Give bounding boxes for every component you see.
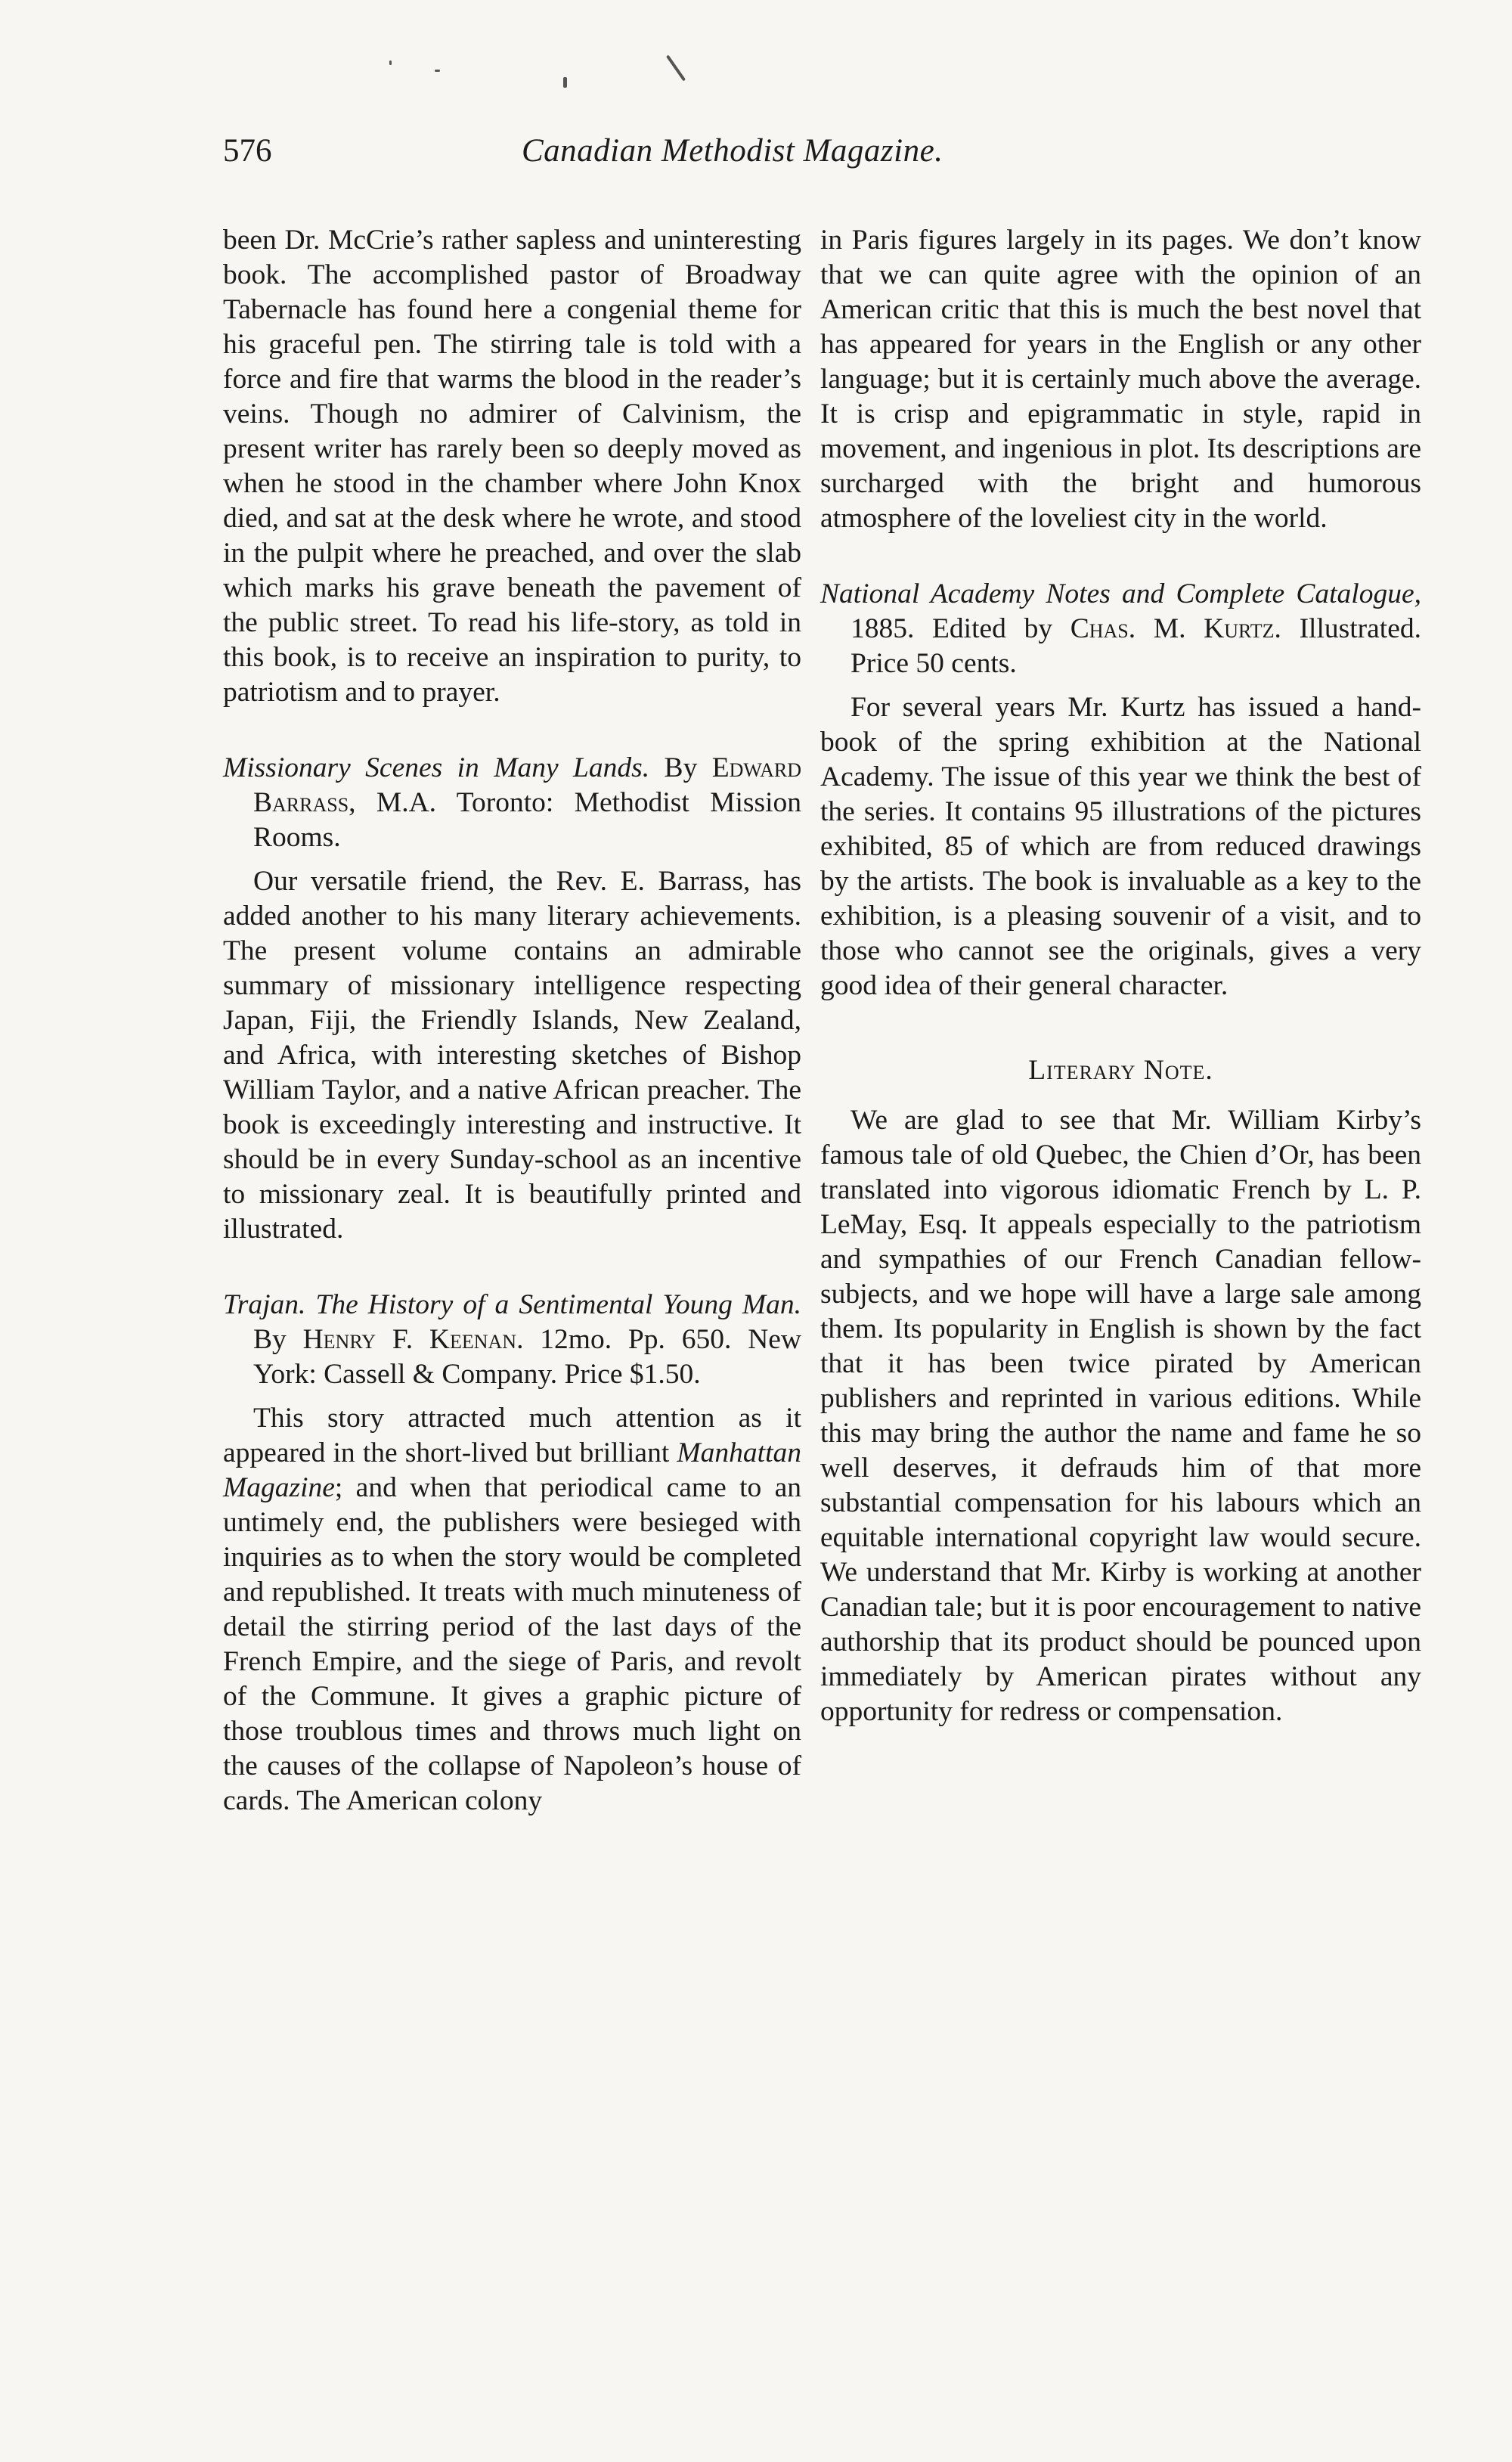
magazine-name: Manhattan Magazine (223, 1437, 801, 1503)
book-author: Henry F. Keenan. (302, 1324, 524, 1355)
print-speck (389, 60, 392, 65)
book-publisher: Toronto: Methodist Mission Rooms. (253, 787, 801, 853)
review-paragraph: Our versatile friend, the Rev. E. Barrass, has added another to his many literary achievements. The present volume contains an admirable summary of missionary intelligence respecting Japan, Fiji, the Friendly Islands, New Zealand, and Africa, with interesting sketches of Bishop William Taylor, and a native African preacher. The book is exceedingly interesting and instructive. It should be in every Sunday-school as an incentive to missionary zeal. It is beautifully printed and illustrated. (223, 866, 801, 1245)
book-entry-trajan (223, 1288, 801, 1392)
review-text: This story attracted much attention as it appeared in the short-lived but brilliant (223, 1403, 801, 1468)
right-column (820, 223, 1421, 1729)
book-by: By (253, 1324, 303, 1355)
print-speck (435, 70, 440, 72)
review-paragraph: We are glad to see that Mr. William Kirby’s famous tale of old Quebec, the Chien d’Or, has been translated into vigorous idiomatic French by L. P. LeMay, Esq. It appeals especially to the patriotism and sympathies of our French Canadian fellow-subjects, and we hope will have a large sale among them. Its popularity in English is shown by the fact that it has been twice pirated by American publishers and reprinted in various editions. While this may bring the author the name and fame he so well deserves, it defrauds him of that more substantial compensation for his labours which an equitable international copyright law would secure. We understand that Mr. Kirby is working at another Canadian tale; but it is poor encouragement to native authorship that its product should be pounced upon immediately by American pirates without any opportunity for redress or compensation. (820, 1105, 1421, 1727)
book-title: National Academy Notes and Complete Catalogue, (820, 578, 1421, 609)
book-title: Trajan. The History of a Sentimental Young Man. (223, 1289, 801, 1320)
review-paragraph: For several years Mr. Kurtz has issued a hand-book of the spring exhibition at the National Academy. The issue of this year we think the best of the series. It contains 95 illustrations of the pictures exhibited, 85 of which are from reduced drawings by the artists. The book is invaluable as a key to the exhibition, is a pleasing souvenir of a visit, and to those who cannot see the originals, gives a very good idea of their general character. (820, 692, 1421, 1001)
section-heading: Literary Note. (1028, 1055, 1213, 1086)
book-editor: Chas. M. Kurtz. (1070, 613, 1281, 644)
book-title: Missionary Scenes in Many Lands. (223, 752, 650, 783)
book-publisher: 12mo. Pp. 650. New York: Cassell & Company. Price $1.50. (253, 1324, 801, 1390)
book-entry-missionary-scenes (223, 751, 801, 855)
running-head (223, 132, 1130, 185)
magazine-title: Canadian Methodist Magazine. (522, 133, 943, 169)
book-publisher: Illustrated. Price 50 cents. (850, 613, 1421, 679)
book-author: Edward Barrass, M.A. (253, 752, 801, 818)
review-paragraph (223, 1401, 801, 1819)
print-speck (666, 54, 686, 81)
review-text: ; and when that periodical came to an untimely end, the publishers were besieged with inquiries as to when the story would be completed and republished. It treats with much minuteness of detail the stirring period of the last days of the French Empire, and the siege of Paris, and revolt of the Commune. It gives a graphic picture of those troublous times and throws much light on the causes of the collapse of Napoleon’s house of cards. The American colony (223, 1472, 801, 1816)
left-column (223, 223, 801, 1819)
book-year: 1885. Edited by (850, 613, 1070, 644)
review-paragraph: been Dr. McCrie’s rather sapless and uninteresting book. The accomplished pastor of Broadway Tabernacle has found here a congenial theme for his graceful pen. The stirring tale is told with a force and fire that warms the blood in the reader’s veins. Though no admirer of Calvinism, the present writer has rarely been so deeply moved as when he stood in the chamber where John Knox died, and sat at the desk where he wrote, and stood in the pulpit where he preached, and over the slab which marks his grave beneath the pavement of the public street. To read his life-story, as told in this book, is to receive an inspiration to purity, to patriotism and to prayer. (223, 225, 801, 708)
print-speck (563, 77, 567, 88)
book-by: By (649, 752, 712, 783)
book-entry-academy-notes (820, 577, 1421, 681)
review-paragraph: in Paris figures largely in its pages. We don’t know that we can quite agree with the opinion of an American critic that this is much the best novel that has appeared for years in the English or any other language; but it is certainly much above the average. It is crisp and epigrammatic in style, rapid in movement, and ingenious in plot. Its descriptions are surcharged with the bright and humorous atmosphere of the loveliest city in the world. (820, 225, 1421, 534)
page-number: 576 (223, 133, 272, 169)
